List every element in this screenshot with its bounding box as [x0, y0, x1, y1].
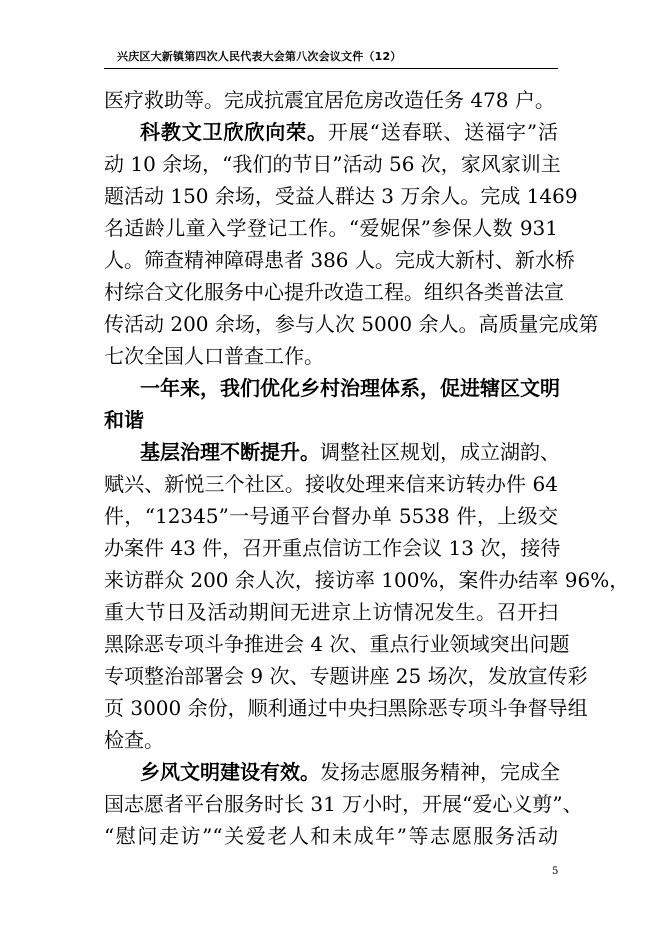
body-text: 开展“送春联、送福字”活: [327, 120, 559, 144]
body-line: 赋兴、新悦三个社区。接收处理来信来访转办件 64: [104, 472, 558, 496]
section-heading-rural-governance-cont: 和谐: [104, 408, 144, 432]
paragraph-heading-grassroots-governance: 基层治理不断提升。: [140, 440, 320, 464]
document-body: [104, 84, 630, 852]
paragraph-heading-science-education: 科教文卫欣欣向荣。: [140, 120, 328, 144]
body-text: 发扬志愿服务精神，完成全: [320, 760, 560, 784]
body-line: 村综合文化服务中心提升改造工程。组织各类普法宣: [104, 280, 564, 304]
body-line: 黑除恶专项斗争推进会 4 次、重点行业领域突出问题: [104, 632, 570, 656]
body-line: 检查。: [104, 728, 164, 752]
body-line: 七次全国人口普查工作。: [104, 344, 324, 368]
body-line: 件，“12345”一号通平台督办单 5538 件，上级交: [104, 504, 558, 528]
body-line: 动 10 余场，“我们的节日”活动 56 次，家风家训主: [104, 152, 561, 176]
body-line: “慰问走访”“关爱老人和未成年”等志愿服务活动: [104, 824, 558, 848]
paragraph-grassroots-governance-first-line: [104, 436, 558, 468]
header-rule: [104, 68, 558, 69]
body-line: 名适龄儿童入学登记工作。“爱妮保”参保人数 931: [104, 216, 558, 240]
body-line: 人。筛查精神障碍患者 386 人。完成大新村、新水桥: [104, 248, 575, 272]
body-line: 重大节日及活动期间无进京上访情况发生。召开扫: [104, 600, 558, 624]
paragraph-civility-first-line: [104, 756, 558, 788]
paragraph-science-education-first-line: [104, 116, 558, 148]
page-number: 5: [552, 866, 559, 877]
body-line: 传活动 200 余场，参与人次 5000 余人。高质量完成第: [104, 312, 599, 336]
body-text: 调整社区规划，成立湖韵、: [320, 440, 560, 464]
body-line: 页 3000 余份，顺利通过中央扫黑除恶专项斗争督导组: [104, 696, 588, 720]
body-line: 专项整治部署会 9 次、专题讲座 25 场次，发放宣传彩: [104, 664, 588, 688]
paragraph-heading-civility: 乡风文明建设有效。: [140, 760, 320, 784]
body-line: 来访群众 200 余人次，接访率 100%，案件办结率 96%，: [104, 568, 630, 592]
document-header-title: 兴庆区大新镇第四次人民代表大会第八次会议文件（12）: [117, 50, 402, 63]
body-line: 办案件 43 件，召开重点信访工作会议 13 次，接待: [104, 536, 561, 560]
section-heading-rural-governance: 一年来，我们优化乡村治理体系，促进辖区文明: [140, 376, 560, 400]
body-line: 题活动 150 余场，受益人群达 3 万余人。完成 1469: [104, 184, 578, 208]
body-line: 国志愿者平台服务时长 31 万小时，开展“爱心义剪”、: [104, 792, 583, 816]
body-line: 医疗救助等。完成抗震宜居危房改造任务 478 户。: [104, 88, 555, 112]
